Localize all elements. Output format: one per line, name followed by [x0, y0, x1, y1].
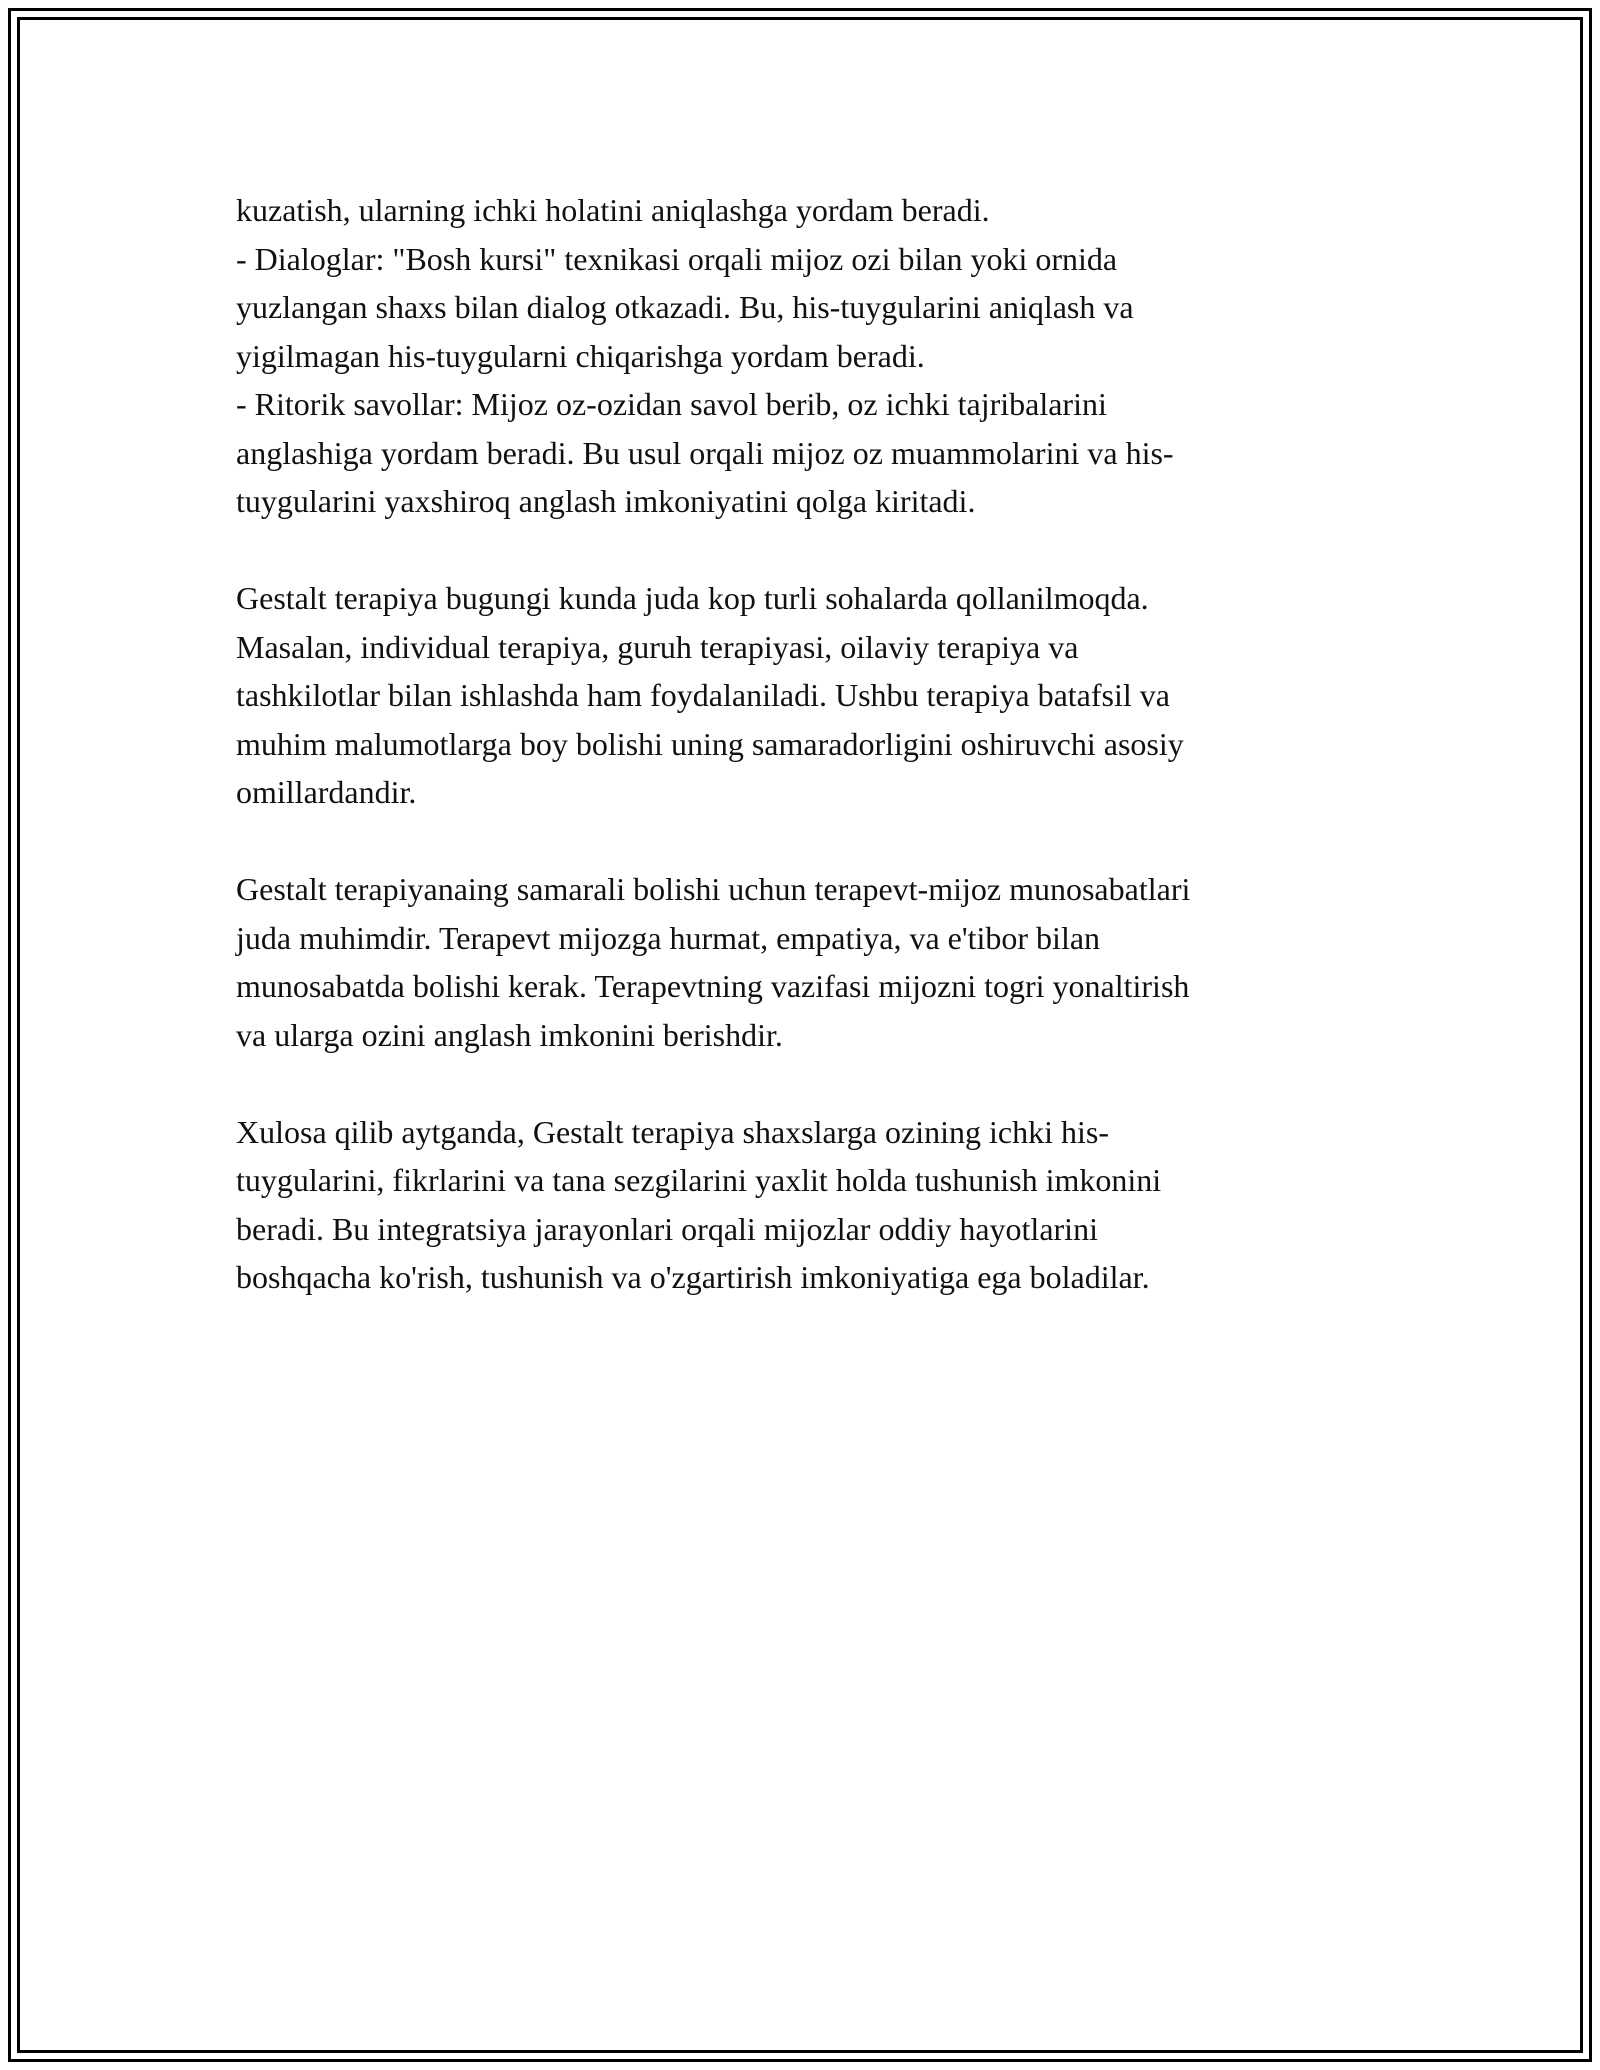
paragraph-applications — [236, 574, 1366, 817]
text-line: omillardandir. — [236, 774, 417, 810]
text-line: tuygularini, fikrlarini va tana sezgilarini yaxlit holda tushunish imkonini — [236, 1162, 1162, 1198]
paragraph-techniques — [236, 186, 1366, 526]
text-line: anglashiga yordam beradi. Bu usul orqali mijoz oz muammolarini va his- — [236, 434, 1174, 471]
text-line: - Dialoglar: "Bosh kursi" texnikasi orqali mijoz ozi bilan yoki ornida — [236, 240, 1118, 277]
text-line: beradi. Bu integratsiya jarayonlari orqali mijozlar oddiy hayotlarini — [236, 1210, 1098, 1247]
text-line: muhim malumotlarga boy bolishi uning samaradorligini oshiruvchi asosiy — [236, 725, 1184, 762]
paragraph-conclusion — [236, 1108, 1366, 1302]
text-line: juda muhimdir. Terapevt mijozga hurmat, empatiya, va e'tibor bilan — [236, 919, 1101, 956]
text-line: Gestalt terapiyanaing samarali bolishi uchun terapevt-mijoz munosabatlari — [236, 871, 1191, 907]
text-line: yuzlangan shaxs bilan dialog otkazadi. Bu, his-tuygularini aniqlash va — [236, 289, 1134, 325]
text-line: tuygularini yaxshiroq anglash imkoniyatini qolga kiritadi. — [236, 483, 976, 519]
text-line: va ularga ozini anglash imkonini berishdir. — [236, 1016, 783, 1053]
paragraph-therapist-relationship — [236, 865, 1366, 1059]
text-line: yigilmagan his-tuygularni chiqarishga yordam beradi. — [236, 337, 925, 374]
text-line: Xulosa qilib aytganda, Gestalt terapiya shaxslarga ozining ichki his- — [236, 1113, 1109, 1150]
text-line: boshqacha ko'rish, tushunish va o'zgartirish imkoniyatiga ega boladilar. — [236, 1259, 1150, 1295]
text-line: Gestalt terapiya bugungi kunda juda kop turli sohalarda qollanilmoqda. — [236, 580, 1149, 616]
document-body — [236, 186, 1366, 1302]
text-line: - Ritorik savollar: Mijoz oz-ozidan savol berib, oz ichki tajribalarini — [236, 386, 1107, 422]
text-line: kuzatish, ularning ichki holatini aniqlashga yordam beradi. — [236, 192, 990, 228]
text-line: Masalan, individual terapiya, guruh terapiyasi, oilaviy terapiya va — [236, 628, 1079, 665]
text-line: munosabatda bolishi kerak. Terapevtning vazifasi mijozni togri yonaltirish — [236, 968, 1190, 1004]
text-line: tashkilotlar bilan ishlashda ham foydalaniladi. Ushbu terapiya batafsil va — [236, 677, 1170, 713]
